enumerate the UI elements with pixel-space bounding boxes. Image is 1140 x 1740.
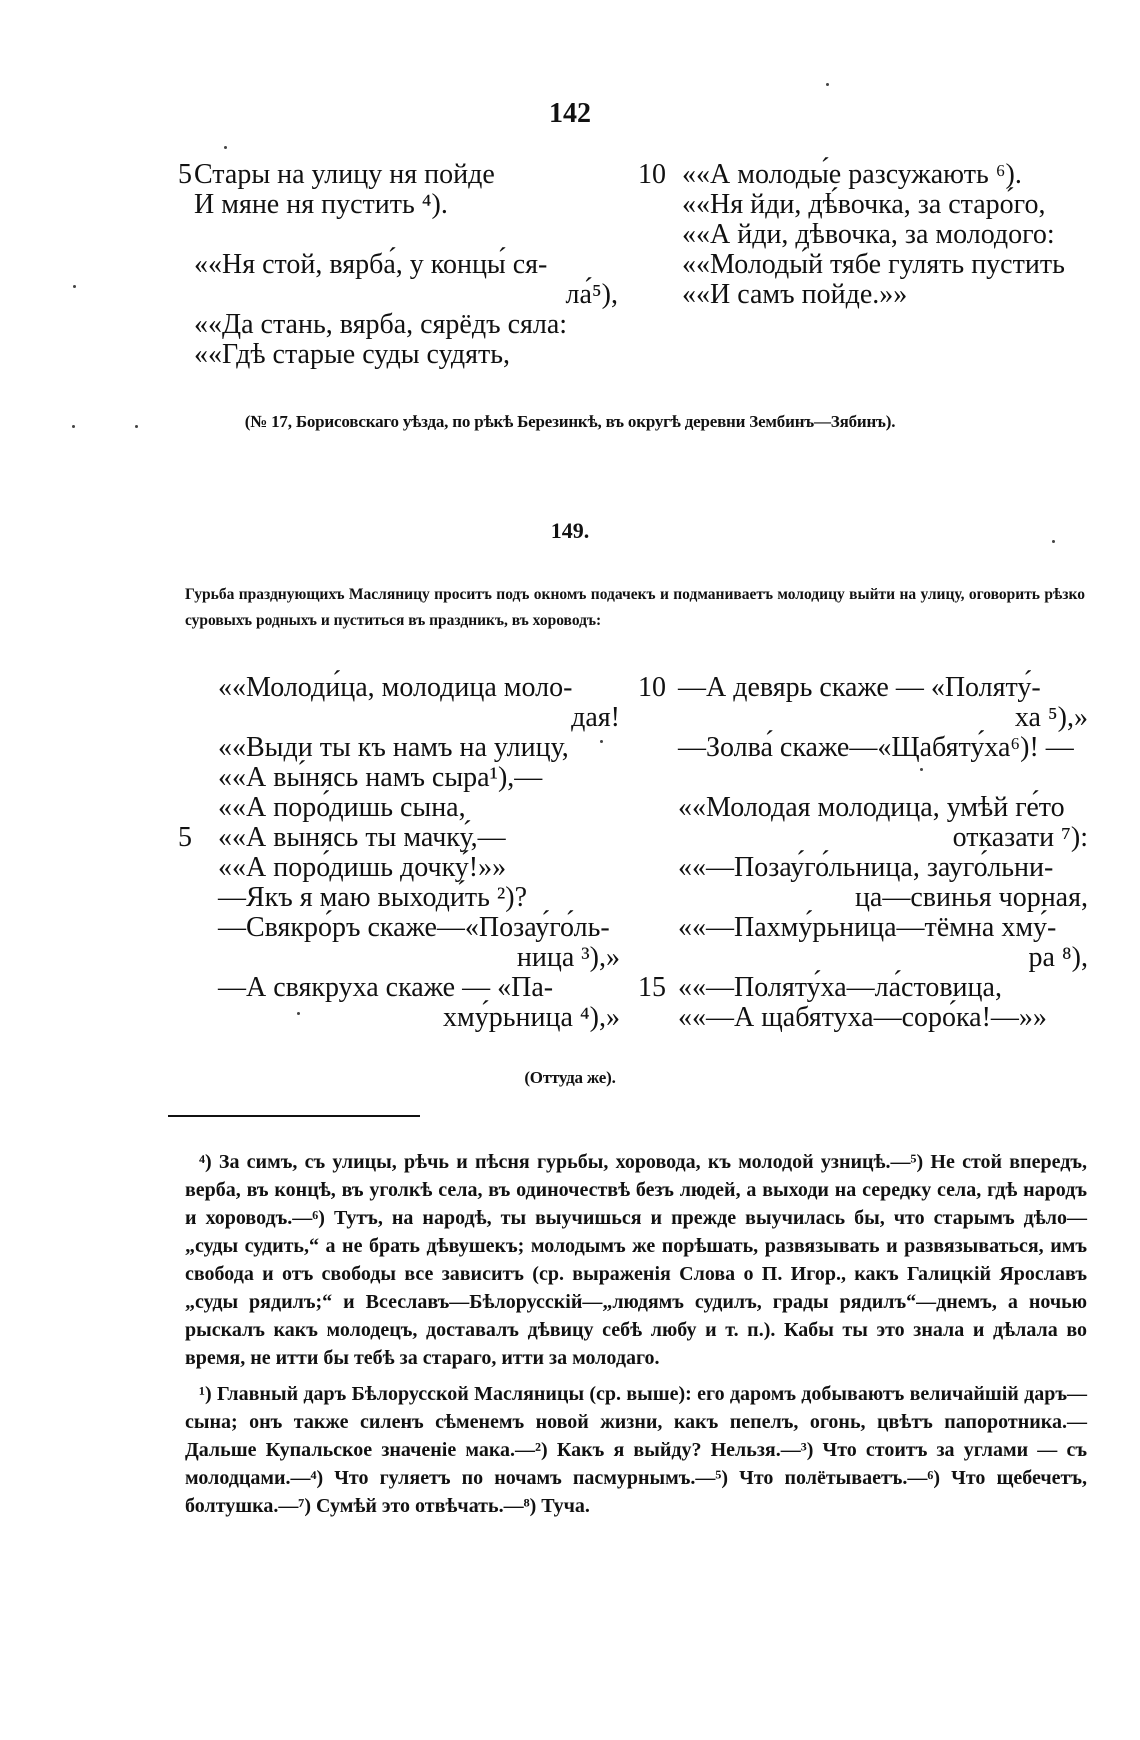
footnote-block: ¹) Главный даръ Бѣлорусской Масляницы (ср. выше): его даромъ добываютъ величайшій даръ—сына; онъ также силенъ сѣменемъ новой жизни, какъ пепелъ, огонь, цвѣтъ папоротника.—Дальше Купальское значеніе мака.—²) Какъ я выйду? Нельзя.—³) Что стоитъ за углами — съ молодцами.—⁴) Что гуляетъ по ночамъ пасмурнымъ.—⁵) Что полётываетъ.—⁶) Что щебечетъ, болтушка.—⁷) Сумѣй это отвѣчать.—⁸) Туча.	[185, 1383, 1087, 1517]
verse-line	[638, 220, 1088, 250]
scan-speck	[297, 1012, 300, 1015]
verse-line	[178, 673, 620, 703]
scan-speck	[600, 740, 603, 743]
verse-text: ««Выди ты къ намъ на улицу,	[218, 732, 569, 763]
verse-line	[178, 853, 620, 883]
verse-text: —А свякруха скаже — «Па-	[218, 972, 554, 1003]
footnote-block: ⁴) За симъ, съ улицы, рѣчь и пѣсня гурьбы, хоровода, къ молодой узницѣ.—⁵) Не стой впередъ, верба, въ концѣ, въ уголкѣ села, въ одиночествѣ безъ людей, а выходи на середку села, гдѣ народъ и хороводъ.—⁶) Тутъ, на народѣ, ты выучишься и прежде выучилась бы, что старымъ дѣло—„суды судить,“ а не брать дѣвушекъ; молодымъ же порѣшать, развязывать и развязываться, имъ свобода и отъ свободы все зависитъ (ср. выраженія Слова о П. Игор., какъ Галицкій Ярославъ „суды рядилъ;“ и Всеславъ—Бѣлорусскій—„людямъ судилъ, грады рядилъ“—днемъ, а ночью рыскалъ какъ молодецъ, доставалъ дѣвицу себѣ любу и т. п.). Кабы ты это знала и дѣлала во время, не итти бы тебѣ за стараго, итти за молодаго.	[185, 1151, 1087, 1369]
scan-speck	[72, 425, 75, 428]
line-number: 10	[638, 672, 666, 703]
verse-text: ««Молодая молодица, умѣй ге́то	[678, 792, 1065, 823]
verse-line	[638, 160, 1088, 190]
verse-text: —Якъ я маю выходи́ть ²)?	[218, 882, 528, 913]
verse-text: ««—Поляту́ха—ла́стовица,	[678, 972, 1002, 1003]
verse-text: ««Молоди́ца, молодица моло-	[218, 672, 573, 703]
top-left-column	[178, 160, 618, 370]
verse-text: —Золва́ скаже—«Щабяту́ха⁶)! —	[678, 732, 1074, 763]
footnote-divider	[168, 1115, 420, 1117]
verse-line	[638, 250, 1088, 280]
verse-text: ца—свинья чорная,	[854, 882, 1088, 913]
verse-text: ха ⁵),»	[1014, 702, 1088, 733]
line-number: 5	[178, 159, 192, 190]
verse-text: Стары на улицу ня пойде	[194, 159, 495, 190]
verse-text: ра ⁸),	[1028, 942, 1088, 973]
verse-line	[178, 310, 618, 340]
verse-text: ««Молоды́й тябе гулять пустить	[682, 249, 1065, 280]
verse-line	[178, 1003, 620, 1033]
verse-text: ««—А щабятуха—соро́ка!—»»	[678, 1002, 1047, 1033]
verse-text: ««И самъ пойде.»»	[682, 279, 908, 310]
verse-line	[178, 190, 618, 220]
verse-line	[638, 733, 1088, 763]
verse-line	[178, 160, 618, 190]
scan-speck	[73, 285, 76, 288]
verse-line	[178, 913, 620, 943]
song-number: 149.	[550, 518, 590, 543]
source-note-149: (Оттуда же).	[524, 1068, 616, 1087]
verse-text: ««А вынясь ты мачку́,—	[218, 822, 506, 853]
verse-text: И мяне ня пустить ⁴).	[194, 189, 448, 220]
verse-text: ««А вы́нясь намъ сыра¹),—	[218, 762, 543, 793]
verse-line	[178, 823, 620, 853]
verse-text: ««—Позау́го́льница, зауго́льни-	[678, 852, 1054, 883]
verse-line	[178, 733, 620, 763]
top-right-column	[638, 160, 1088, 310]
verse-line	[638, 763, 1088, 793]
verse-text: —А девярь скаже — «Поляту́-	[678, 672, 1041, 703]
verse-line	[638, 853, 1088, 883]
line-number: 5	[178, 822, 192, 853]
verse-line	[638, 823, 1088, 853]
verse-line	[178, 973, 620, 1003]
verse-line	[638, 703, 1088, 733]
verse-text: ««А йди, дѣвочка, за молодого:	[682, 219, 1055, 250]
scan-speck	[224, 146, 227, 149]
scan-speck	[1052, 540, 1055, 543]
verse-text: ««А поро́дишь дочку́!»»	[218, 852, 507, 883]
verse-line	[178, 250, 618, 280]
verse-text: ница ³),»	[516, 942, 620, 973]
verse-text: —Свякро́ръ скаже—«Позау́го́ль-	[218, 912, 610, 943]
page-number: 142	[549, 98, 591, 129]
verse-line	[178, 280, 618, 310]
verse-line	[638, 883, 1088, 913]
verse-text: ««Да стань, вярба, сярёдъ сяла:	[194, 309, 568, 340]
verse-text: ««А молоды́е разсужають ⁶).	[682, 159, 1022, 190]
footnotes	[185, 1148, 1087, 1528]
scan-speck	[920, 768, 923, 771]
verse-text: ««А поро́дишь сына,	[218, 792, 466, 823]
verse-text: хму́рьница ⁴),»	[443, 1002, 620, 1033]
verse-line	[638, 1003, 1088, 1033]
source-note-top: (№ 17, Борисовскаго уѣзда, по рѣкѣ Березинкѣ, въ округѣ деревни Зембинъ—Зябинъ).	[244, 412, 896, 431]
song-right-column	[638, 673, 1088, 1033]
verse-text: ла́⁵),	[565, 279, 618, 310]
line-number: 10	[638, 159, 666, 190]
verse-text: дая!	[571, 702, 620, 733]
verse-line	[638, 673, 1088, 703]
verse-line	[178, 883, 620, 913]
verse-text: ««—Пахму́рьница—тёмна хму́-	[678, 912, 1057, 943]
verse-line	[178, 340, 618, 370]
verse-text: ««Ня стой, вярба́, у концы́ ся-	[194, 249, 548, 280]
verse-line	[638, 190, 1088, 220]
verse-line	[638, 943, 1088, 973]
verse-line	[178, 220, 618, 250]
song-intro: Гурьба празднующихъ Масляницу проситъ подъ окномъ подачекъ и подманиваетъ молодицу выйти на улицу, оговорить рѣзко суровыхъ родныхъ и пуститься въ праздникъ, въ хороводъ:	[185, 586, 1085, 629]
scan-speck	[826, 83, 829, 86]
verse-line	[638, 793, 1088, 823]
line-number: 15	[638, 972, 666, 1003]
verse-line	[638, 973, 1088, 1003]
verse-line	[178, 943, 620, 973]
verse-text: ««Ня йди, дѣ́вочка, за старо́го,	[682, 189, 1046, 220]
song-left-column	[178, 673, 620, 1033]
verse-line	[638, 280, 1088, 310]
verse-text: ««Гдѣ старые суды судять,	[194, 339, 510, 370]
scan-speck	[135, 425, 138, 428]
verse-line	[638, 913, 1088, 943]
verse-line	[178, 703, 620, 733]
verse-line	[178, 793, 620, 823]
verse-line	[178, 763, 620, 793]
verse-text: отказати ⁷):	[952, 822, 1088, 853]
